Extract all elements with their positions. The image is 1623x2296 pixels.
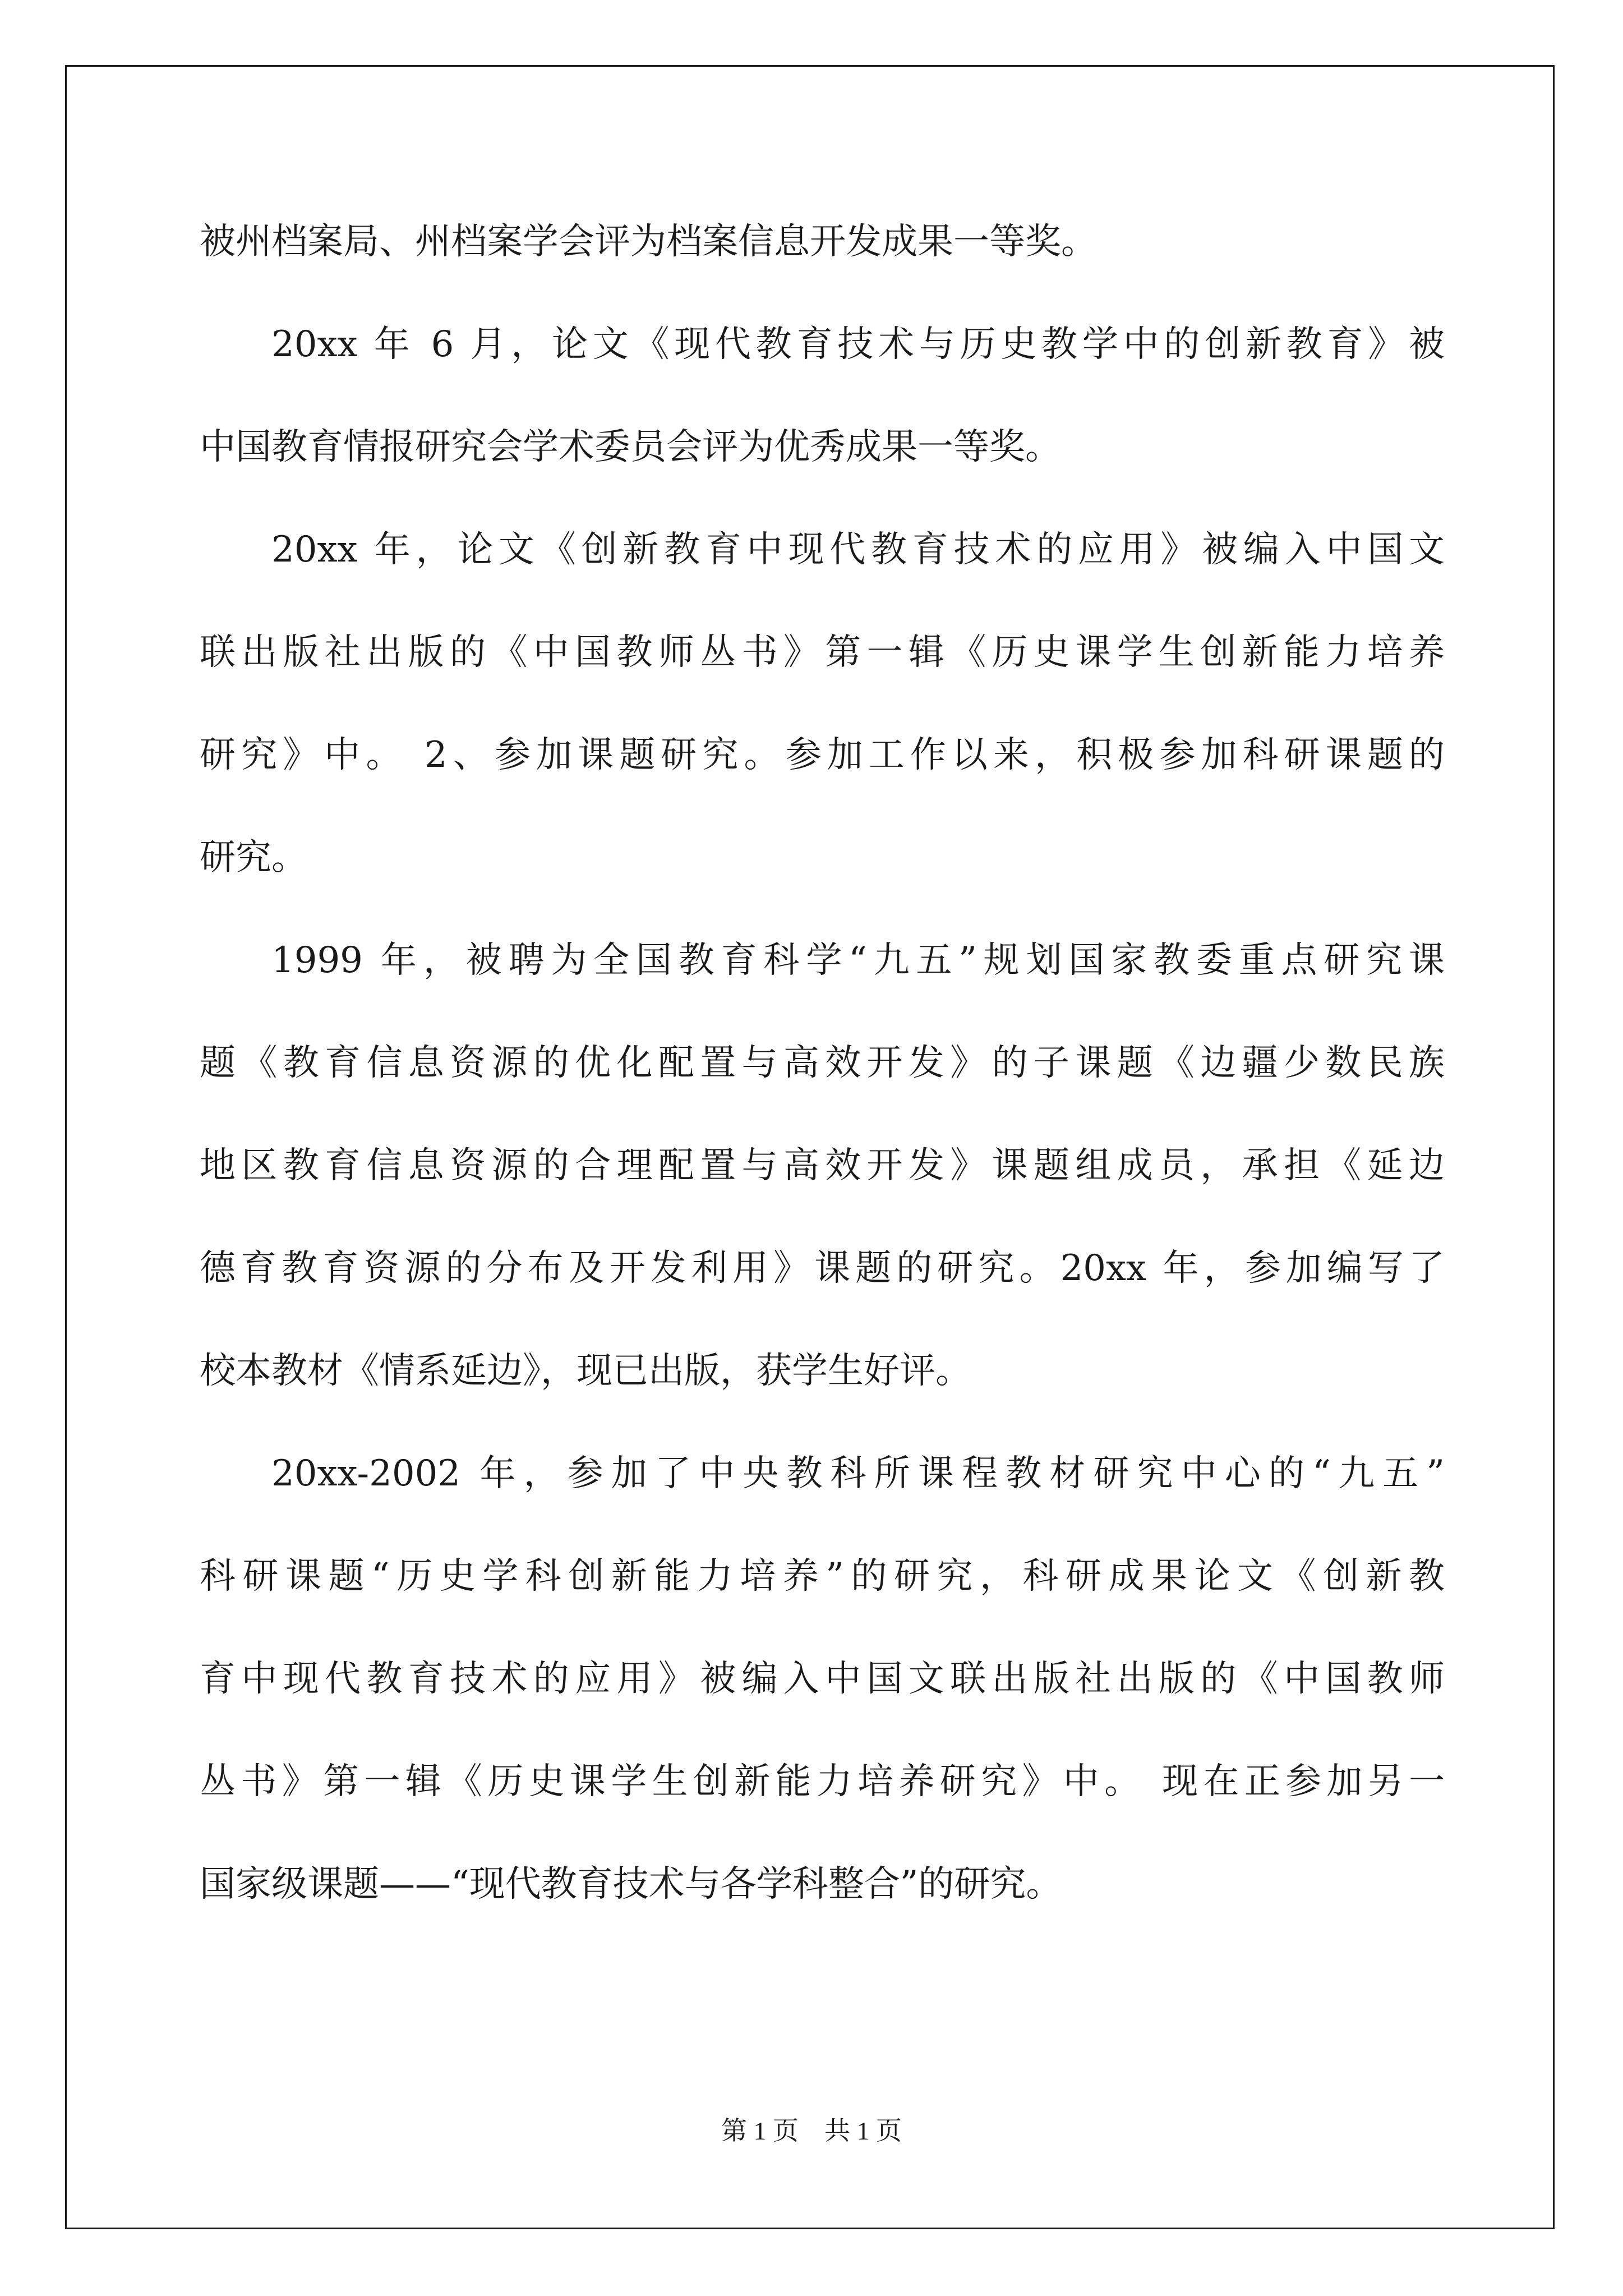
text-line: 联出版社出版的《中国教师丛书》第一辑《历史课学生创新能力培养	[200, 632, 1445, 673]
text-line: 丛书》第一辑《历史课学生创新能力培养研究》中。 现在正参加另一	[200, 1761, 1445, 1802]
text-line: 研究。	[200, 837, 307, 878]
document-body	[200, 191, 1445, 1936]
text-line: 20xx 年，论文《创新教育中现代教育技术的应用》被编入中国文	[271, 529, 1445, 570]
text-line: 研究》中。 2、参加课题研究。参加工作以来，积极参加科研课题的	[200, 734, 1445, 776]
text-line: 国家级课题——“现代教育技术与各学科整合”的研究。	[200, 1864, 1062, 1905]
text-line: 校本教材《情系延边》，现已出版，获学生好评。	[200, 1350, 971, 1392]
text-line: 20xx 年 6 月，论文《现代教育技术与历史教学中的创新教育》被	[271, 324, 1445, 365]
text-line: 育中现代教育技术的应用》被编入中国文联出版社出版的《中国教师	[200, 1658, 1445, 1700]
text-line: 20xx-2002 年，参加了中央教科所课程教材研究中心的“九五”	[271, 1453, 1445, 1494]
text-line: 地区教育信息资源的合理配置与高效开发》课题组成员，承担《延边	[200, 1145, 1445, 1186]
page-footer: 第 1 页 共 1 页	[721, 2116, 902, 2145]
text-line: 1999 年，被聘为全国教育科学“九五”规划国家教委重点研究课	[271, 940, 1445, 981]
text-line: 德育教育资源的分布及开发利用》课题的研究。20xx 年，参加编写了	[200, 1248, 1445, 1289]
text-line: 科研课题“历史学科创新能力培养”的研究，科研成果论文《创新教	[200, 1556, 1445, 1597]
text-line: 中国教育情报研究会学术委员会评为优秀成果一等奖。	[200, 426, 1061, 468]
text-line: 被州档案局、州档案学会评为档案信息开发成果一等奖。	[200, 221, 1097, 263]
text-line: 题《教育信息资源的优化配置与高效开发》的子课题《边疆少数民族	[200, 1042, 1445, 1084]
